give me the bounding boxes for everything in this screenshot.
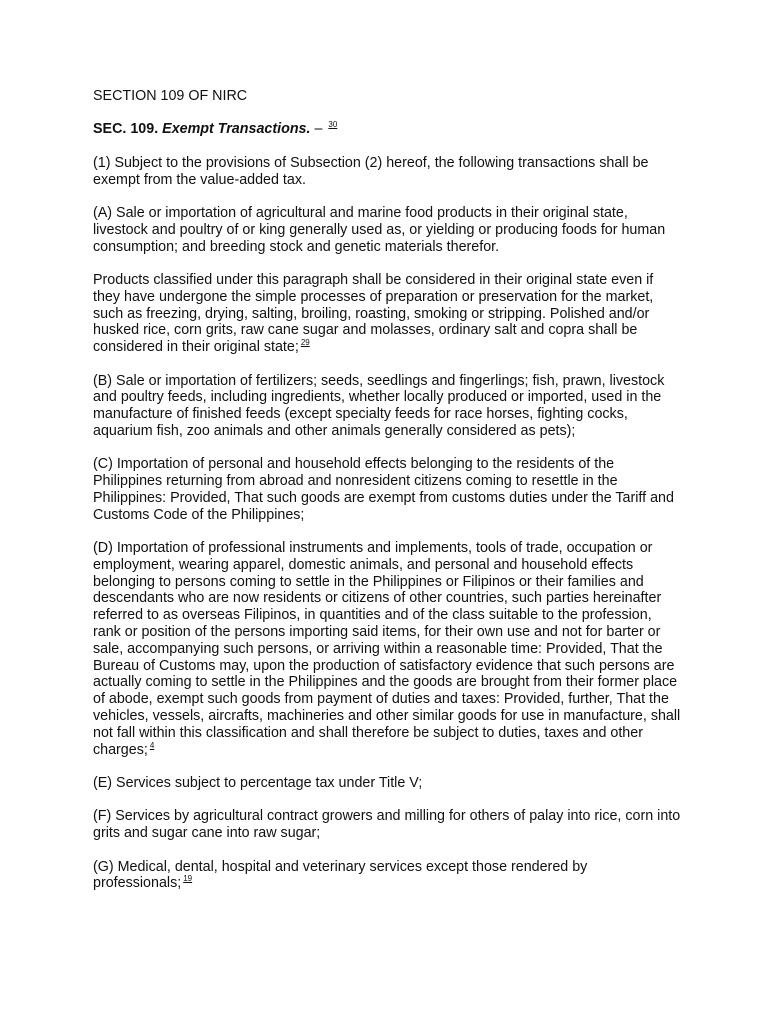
paragraph-text: (E) Services subject to percentage tax under Title V; xyxy=(93,775,423,792)
paragraph-text: (C) Importation of personal and household effects belonging to the residents of the Philippines returning from abroad and nonresident citizens coming to resettle in the Philippines: Provided, That such goods are exempt from customs duties under the Tariff and Customs Code of the Philippines; xyxy=(93,456,674,523)
paragraph-text: (G) Medical, dental, hospital and veterinary services except those rendered by professionals; xyxy=(93,858,588,892)
paragraph-f xyxy=(93,808,683,842)
paragraph-b xyxy=(93,373,683,440)
section-heading xyxy=(93,121,683,138)
document-page xyxy=(93,88,683,909)
document-heading: SECTION 109 OF NIRC xyxy=(93,88,248,104)
footnote-link-29[interactable]: 29 xyxy=(300,338,310,348)
paragraph-a xyxy=(93,205,683,255)
paragraph-text: (B) Sale or importation of fertilizers; seeds, seedlings and fingerlings; fish, prawn, livestock and poultry feeds, including ingredients, whether locally produced or imported, used in the manufacture of finished feeds (except specialty feeds for race horses, fighting cocks, aquarium fish, zoo animals and other animals generally considered as pets); xyxy=(93,372,665,439)
paragraph-c xyxy=(93,456,683,523)
paragraph-text: (F) Services by agricultural contract growers and milling for others of palay into rice, corn into grits and sugar cane into raw sugar; xyxy=(93,808,681,842)
paragraph-e xyxy=(93,775,683,792)
paragraph-d xyxy=(93,540,683,758)
paragraph-1 xyxy=(93,155,683,189)
section-number: SEC. 109. xyxy=(93,121,159,138)
section-title: Exempt Transactions. xyxy=(162,121,311,138)
paragraph-products xyxy=(93,272,683,356)
paragraph-text: (D) Importation of professional instruments and implements, tools of trade, occupation or employment, wearing apparel, domestic animals, and personal and household effects belonging to persons coming to settle in the Philippines or Filipinos or their families and descendants who are now residents or citizens of other countries, such parties hereinafter referred to as overseas Filipinos, in quantities and of the class suitable to the profession, rank or position of the persons importing said items, for their own use and not for barter or sale, accompanying such persons, or arriving within a reasonable time: Provided, That the Bureau of Customs may, upon the production of satisfactory evidence that such persons are actually coming to settle in the Philippines and the goods are brought from their former place of abode, exempt such goods from payment of duties and taxes: Provided, further, That the vehicles, vessels, aircrafts, machineries and other similar goods for use in manufacture, shall not fall within this classification and shall therefore be subject to duties, taxes and other charges; xyxy=(93,540,681,758)
section-dash: – xyxy=(310,121,327,138)
paragraph-g xyxy=(93,859,683,893)
footnote-link-4[interactable]: 4 xyxy=(149,740,155,750)
paragraph-text: (A) Sale or importation of agricultural and marine food products in their original state, livestock and poultry of or king generally used as, or yielding or producing foods for human consumption; and breeding stock and genetic materials therefor. xyxy=(93,204,666,255)
footnote-link-19[interactable]: 19 xyxy=(183,874,193,884)
paragraph-text: Products classified under this paragraph shall be considered in their original state even if they have undergone the simple processes of preparation or preservation for the market, such as freezing, drying, salting, broiling, roasting, smoking or stripping. Polished and/or husked rice, corn grits, raw cane sugar and molasses, ordinary salt and copra shall be considered in their original state; xyxy=(93,271,654,356)
footnote-link-section[interactable]: 30 xyxy=(328,120,338,130)
paragraph-text: (1) Subject to the provisions of Subsection (2) hereof, the following transactions shall be exempt from the value-added tax. xyxy=(93,154,649,188)
